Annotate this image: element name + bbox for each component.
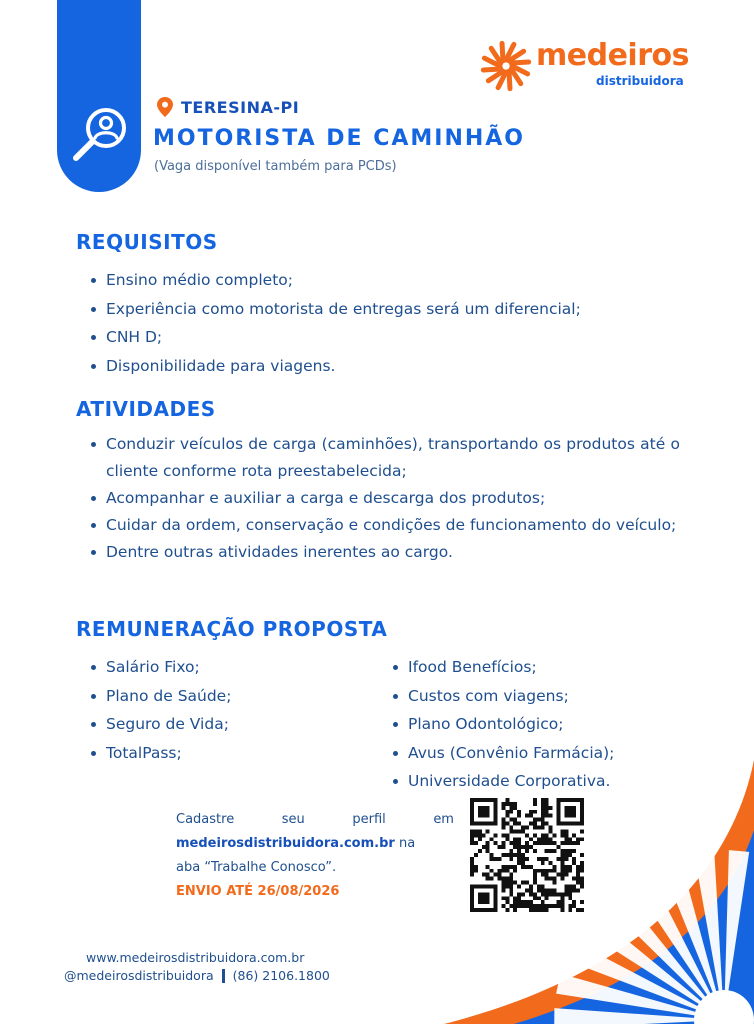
- remuneracao-list-left: [90, 653, 370, 767]
- cta-line-3: aba “Trabalhe Conosco”.: [176, 860, 337, 875]
- list-item: Plano Odontológico;: [392, 710, 692, 739]
- cta-word: seu: [281, 812, 305, 827]
- list-item: Universidade Corporativa.: [392, 767, 692, 796]
- job-title: MOTORISTA DE CAMINHÃO: [153, 126, 526, 151]
- decorative-sunburst-icon: [404, 720, 754, 1024]
- location: [157, 96, 299, 118]
- list-item: Conduzir veículos de carga (caminhões), transportando os produtos até o cliente conforme rota preestabelecida;: [90, 431, 680, 485]
- footer-social[interactable]: @medeirosdistribuidora: [64, 968, 214, 983]
- list-item: Acompanhar e auxiliar a carga e descarga dos produtos;: [90, 485, 680, 512]
- footer-website[interactable]: www.medeirosdistribuidora.com.br: [86, 950, 305, 965]
- cta-site-link[interactable]: medeirosdistribuidora.com.br: [176, 836, 395, 851]
- list-item: Plano de Saúde;: [90, 682, 370, 711]
- footer-contacts: [64, 968, 330, 983]
- list-item: Ifood Benefícios;: [392, 653, 692, 682]
- brand-name: medeiros: [536, 38, 689, 73]
- brand-subtitle: distribuidora: [596, 74, 684, 88]
- map-pin-icon: [157, 97, 173, 117]
- location-text: TERESINA-PI: [181, 97, 300, 117]
- cta-word: perfil: [352, 812, 386, 827]
- list-item: Seguro de Vida;: [90, 710, 370, 739]
- list-item: Salário Fixo;: [90, 653, 370, 682]
- list-item: CNH D;: [90, 323, 680, 352]
- list-item: Avus (Convênio Farmácia);: [392, 739, 692, 768]
- list-item: Cuidar da ordem, conservação e condições de funcionamento do veículo;: [90, 512, 680, 539]
- list-item: Custos com viagens;: [392, 682, 692, 711]
- list-item: Experiência como motorista de entregas será um diferencial;: [90, 295, 680, 324]
- requisitos-list: [90, 266, 680, 380]
- user-search-icon: [68, 102, 132, 166]
- footer-separator: [222, 969, 225, 983]
- footer-phone[interactable]: (86) 2106.1800: [232, 968, 330, 983]
- list-item: Dentre outras atividades inerentes ao cargo.: [90, 539, 680, 566]
- cta-deadline: ENVIO ATÉ 26/08/2026: [176, 884, 340, 899]
- requisitos-title: REQUISITOS: [76, 230, 218, 254]
- atividades-list: [90, 431, 680, 566]
- list-item: Ensino médio completo;: [90, 266, 680, 295]
- cta-word: na: [398, 836, 416, 851]
- atividades-title: ATIVIDADES: [76, 397, 216, 421]
- brand-logo: [480, 38, 700, 98]
- job-subtitle: (Vaga disponível também para PCDs): [154, 159, 397, 174]
- cta-word: Cadastre: [176, 812, 235, 827]
- list-item: Disponibilidade para viagens.: [90, 352, 680, 381]
- list-item: TotalPass;: [90, 739, 370, 768]
- cta-word: em: [433, 812, 454, 827]
- remuneracao-title: REMUNERAÇÃO PROPOSTA: [76, 617, 388, 641]
- starburst-logo-icon: [480, 40, 532, 92]
